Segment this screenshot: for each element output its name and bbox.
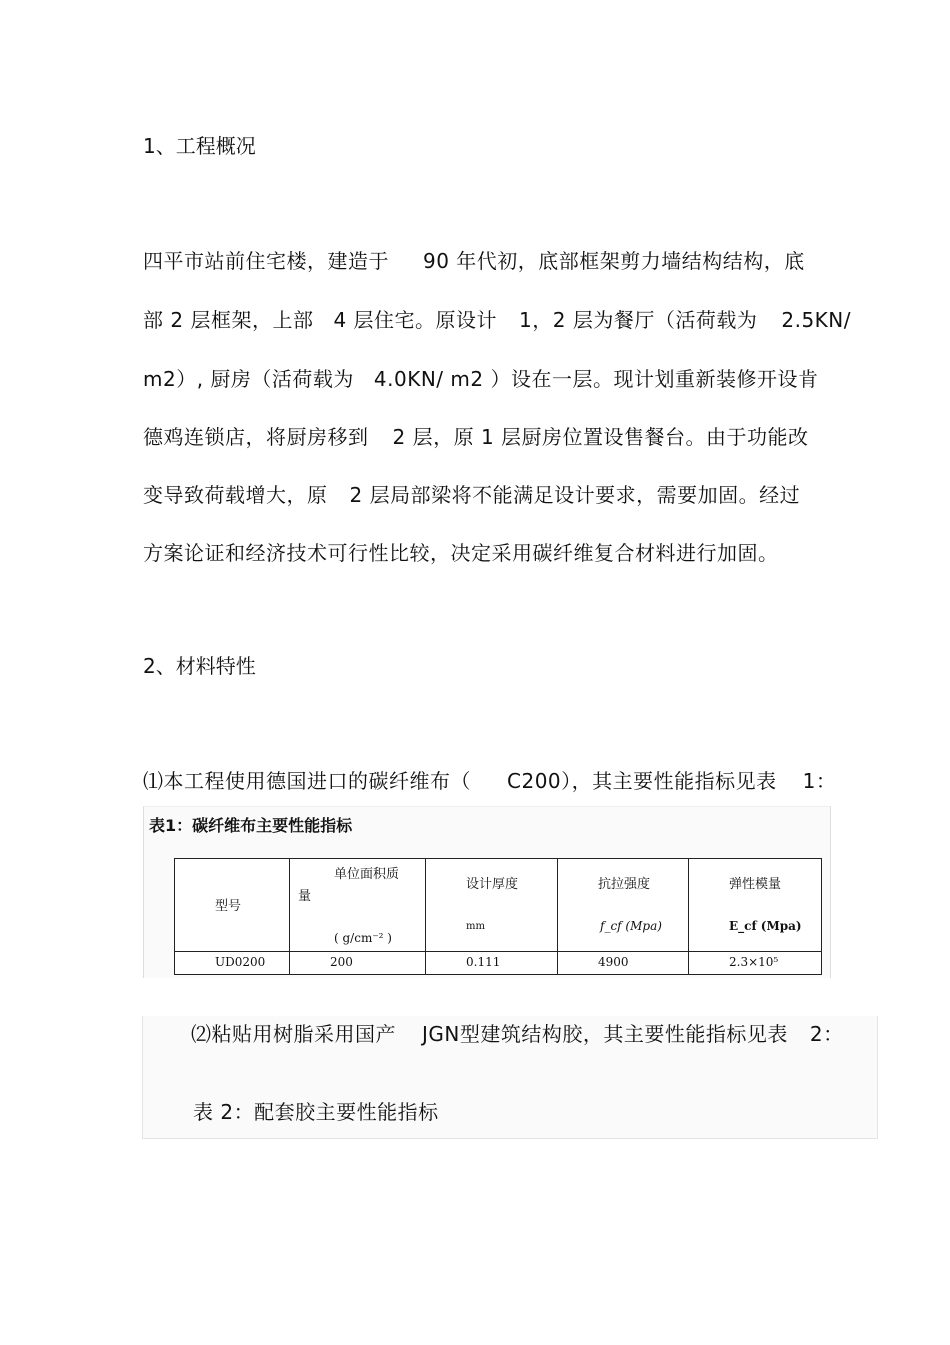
table-1 xyxy=(174,858,822,975)
paragraph-line xyxy=(143,249,805,273)
text-segment: ⑵粘贴用树脂采用国产 xyxy=(191,1022,396,1046)
text-segment: 2： xyxy=(809,1022,844,1046)
text-segment: 4 层住宅。原设计 xyxy=(333,308,498,332)
paragraph-line xyxy=(143,425,809,449)
cell-text: 0.111 xyxy=(466,955,501,969)
cell-text: 200 xyxy=(330,955,353,969)
item-2-line xyxy=(191,1022,844,1046)
paragraph-line xyxy=(143,541,779,565)
header-model xyxy=(175,859,290,952)
text-segment: ⑴本工程使用德国进口的碳纤维布（ xyxy=(143,769,471,793)
table-row xyxy=(175,952,822,975)
text-segment: 1，2 层为餐厅（活荷载为 xyxy=(519,308,758,332)
table-1-caption: 表1：碳纤维布主要性能指标 xyxy=(149,816,353,835)
text-segment: 2 层局部梁将不能满足设计要求，需要加固。经过 xyxy=(349,483,801,507)
header-tensile xyxy=(558,859,689,952)
text-segment: 四平市站前住宅楼，建造于 xyxy=(143,249,389,273)
header-area-mass xyxy=(290,859,426,952)
header-text: 量 xyxy=(298,889,312,904)
table-header-row xyxy=(175,859,822,952)
header-text: 设计厚度 xyxy=(466,877,519,892)
header-modulus xyxy=(689,859,822,952)
text-segment: JGN型建筑结构胶，其主要性能指标见表 xyxy=(422,1022,788,1046)
header-thickness xyxy=(426,859,558,952)
header-text: 型号 xyxy=(215,899,242,914)
cell-thickness xyxy=(426,952,558,975)
table-1-figure xyxy=(143,806,831,978)
text-segment: 4.0KN/ m2 ）设在一层。现计划重新装修开设肯 xyxy=(373,367,819,391)
header-text: 单位面积质 xyxy=(334,867,400,882)
item-1-line xyxy=(143,769,836,793)
cell-tensile xyxy=(558,952,689,975)
cell-text: 2.3×10⁵ xyxy=(729,955,779,969)
text-segment: C200），其主要性能指标见表 xyxy=(507,769,777,793)
text-segment: 90 年代初，底部框架剪力墙结构结构，底 xyxy=(423,249,805,273)
header-unit: f_cf (Mpa) xyxy=(600,919,662,933)
text-segment: 变导致荷载增大，原 xyxy=(143,483,328,507)
cell-text: 4900 xyxy=(598,955,629,969)
paragraph-line xyxy=(143,483,800,507)
text-segment: 2.5KN/ xyxy=(781,308,851,332)
text-segment: 部 2 层框架，上部 xyxy=(143,308,314,332)
cell-text: UD0200 xyxy=(215,955,266,969)
text-segment: 2 层，原 1 层厨房位置设售餐台。由于功能改 xyxy=(392,425,809,449)
paragraph-line xyxy=(143,367,818,391)
table-2-caption: 表 2：配套胶主要性能指标 xyxy=(193,1100,439,1124)
table-2-intro-box xyxy=(142,1016,878,1139)
section-2-heading: 2、材料特性 xyxy=(143,654,256,678)
text-segment: m2）, 厨房（活荷载为 xyxy=(143,367,354,391)
text-segment: 德鸡连锁店，将厨房移到 xyxy=(143,425,369,449)
header-text: 抗拉强度 xyxy=(598,877,651,892)
cell-modulus xyxy=(689,952,822,975)
header-unit: ( g/cm⁻² ) xyxy=(334,931,392,945)
header-unit: E_cf (Mpa) xyxy=(729,919,802,933)
text-segment: 方案论证和经济技术可行性比较，决定采用碳纤维复合材料进行加固。 xyxy=(143,541,779,565)
cell-area-mass xyxy=(290,952,426,975)
cell-model xyxy=(175,952,290,975)
paragraph-line xyxy=(143,308,851,332)
section-1-heading: 1、工程概况 xyxy=(143,134,256,158)
header-unit: mm xyxy=(466,921,485,932)
header-text: 弹性模量 xyxy=(729,877,782,892)
text-segment: 1： xyxy=(802,769,837,793)
